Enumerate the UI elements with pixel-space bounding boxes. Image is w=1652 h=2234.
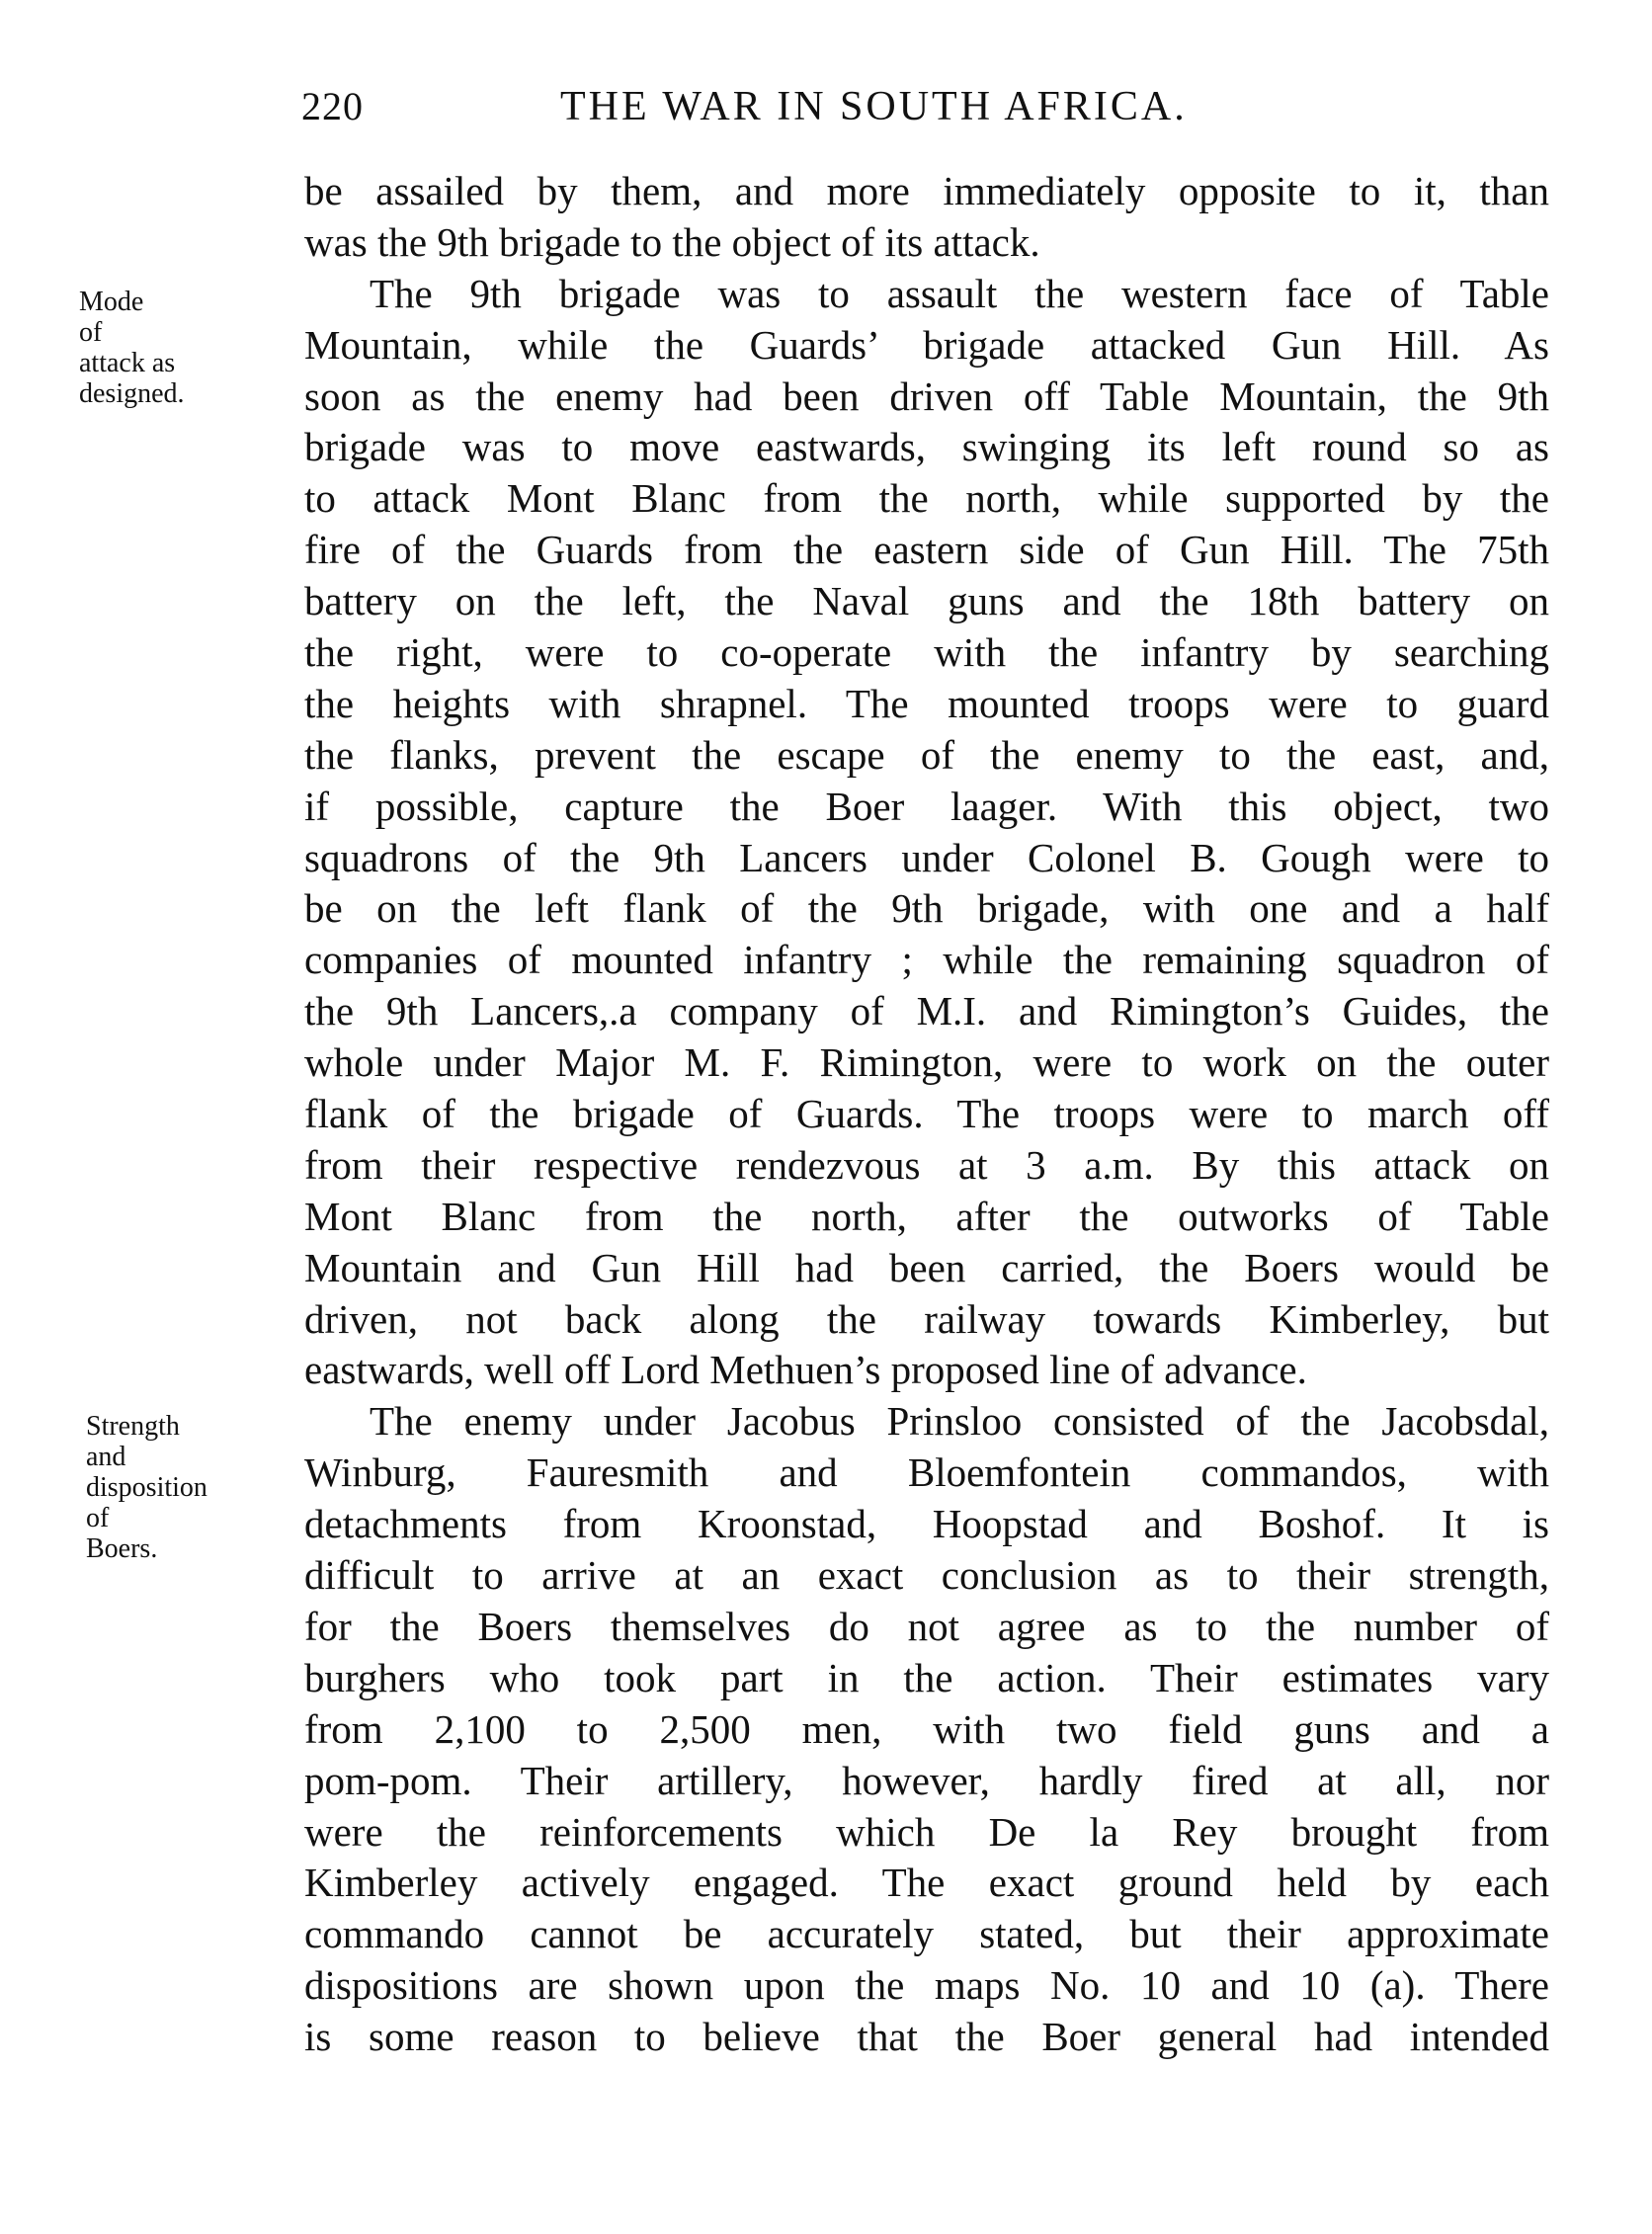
sidenote-line: Strength: [86, 1411, 180, 1442]
sidenote-line: attack as: [79, 348, 176, 378]
sidenote-line: Mode: [79, 287, 144, 317]
text-line: Mountain and Gun Hill had been carried, the Boers would be: [304, 1244, 1549, 1290]
text-line: to attack Mont Blanc from the north, while supported by the: [304, 475, 1549, 522]
text-line: eastwards, well off Lord Methuen’s proposed line of advance.: [304, 1347, 1307, 1393]
text-line: squadrons of the 9th Lancers under Colonel B. Gough were to: [304, 834, 1549, 880]
text-line: driven, not back along the railway towards Kimberley, but: [304, 1295, 1549, 1342]
text-line: The 9th brigade was to assault the western face of Table: [370, 270, 1549, 316]
text-line: the right, were to co-operate with the infantry by searching: [304, 629, 1549, 676]
text-line: was the 9th brigade to the object of its attack.: [304, 218, 1040, 265]
text-line: from their respective rendezvous at 3 a.m. By this attack on: [304, 1141, 1549, 1188]
text-line: dispositions are shown upon the maps No. 10 and 10 (a). There: [304, 1962, 1549, 2009]
text-line: whole under Major M. F. Rimington, were to work on the outer: [304, 1039, 1549, 1086]
text-line: companies of mounted infantry ; while the remaining squadron of: [304, 937, 1549, 983]
text-line: the heights with shrapnel. The mounted troops were to guard: [304, 680, 1549, 726]
text-line: for the Boers themselves do not agree as to the number of: [304, 1603, 1549, 1649]
text-line: Kimberley actively engaged. The exact ground held by each: [304, 1860, 1549, 1906]
text-line: fire of the Guards from the eastern side of Gun Hill. The 75th: [304, 527, 1549, 573]
text-line: from 2,100 to 2,500 men, with two field guns and a: [304, 1705, 1549, 1752]
sidenote-line: Boers.: [86, 1533, 158, 1564]
running-title: THE WAR IN SOUTH AFRICA.: [560, 84, 1188, 129]
text-line: flank of the brigade of Guards. The troops were to march off: [304, 1091, 1549, 1137]
sidenote-strength-of-boers: [86, 1411, 207, 1564]
sidenote-mode-of-attack: [79, 287, 185, 409]
text-line: be on the left flank of the 9th brigade, with one and a half: [304, 885, 1549, 932]
text-line: burghers who took part in the action. Their estimates vary: [304, 1654, 1549, 1700]
sidenote-line: designed.: [79, 378, 185, 409]
running-header: [301, 83, 1289, 142]
text-line: Mountain, while the Guards’ brigade attacked Gun Hill. As: [304, 321, 1549, 368]
text-line: if possible, capture the Boer laager. With this object, two: [304, 783, 1549, 829]
text-line: be assailed by them, and more immediately opposite to it, than: [304, 168, 1549, 213]
text-line: detachments from Kroonstad, Hoopstad and Boshof. It is: [304, 1501, 1549, 1547]
page-number: 220: [301, 84, 364, 128]
sidenote-line: disposition: [86, 1472, 207, 1503]
text-line: the flanks, prevent the escape of the enemy to the east, and,: [304, 731, 1549, 778]
text-line: brigade was to move eastwards, swinging its left round so as: [304, 424, 1549, 470]
text-line: Mont Blanc from the north, after the outworks of Table: [304, 1193, 1549, 1239]
text-line: were the reinforcements which De la Rey brought from: [304, 1808, 1549, 1855]
text-line: The enemy under Jacobus Prinsloo consisted of the Jacobsdal,: [370, 1398, 1549, 1445]
text-line: the 9th Lancers,.a company of M.I. and Rimington’s Guides, the: [304, 988, 1549, 1034]
body-text: [304, 166, 1549, 2063]
sidenote-line: and: [86, 1442, 126, 1472]
sidenote-line: of: [79, 317, 103, 348]
text-line: is some reason to believe that the Boer general had intended: [304, 2014, 1549, 2060]
text-line: Winburg, Fauresmith and Bloemfontein commandos, with: [304, 1449, 1549, 1496]
text-line: battery on the left, the Naval guns and the 18th battery on: [304, 578, 1549, 624]
text-line: soon as the enemy had been driven off Table Mountain, the 9th: [304, 372, 1549, 419]
text-line: difficult to arrive at an exact conclusion as to their strength,: [304, 1552, 1549, 1599]
text-line: commando cannot be accurately stated, but their approximate: [304, 1911, 1549, 1957]
text-line: pom-pom. Their artillery, however, hardly fired at all, nor: [304, 1757, 1549, 1803]
sidenote-line: of: [86, 1503, 110, 1533]
